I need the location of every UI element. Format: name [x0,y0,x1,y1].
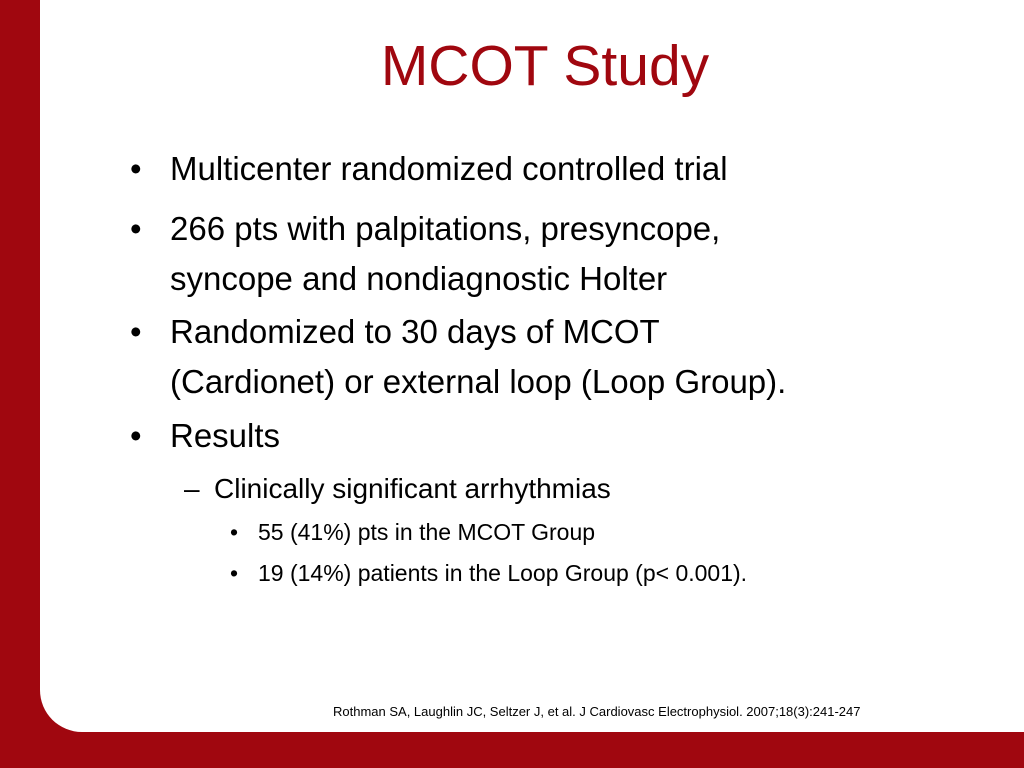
bullet-text-line-2: (Cardionet) or external loop (Loop Group). [170,363,787,400]
sub-bullet-text: Clinically significant arrhythmias [214,473,611,504]
bullet-trial-design [130,144,728,194]
bullet-marker: • [130,417,142,454]
bullet-marker: • [130,150,142,187]
bullet-text-line-2: syncope and nondiagnostic Holter [170,260,668,297]
sub-bullet-arrhythmias [184,469,611,509]
bullet-marker: • [230,560,239,586]
citation: Rothman SA, Laughlin JC, Seltzer J, et al. J Cardiovasc Electrophysiol. 2007;18(3):241-247 [333,704,861,719]
bullet-marker: • [230,519,239,545]
sub-sub-bullet-loop-group [230,556,748,590]
bullet-text: Results [170,417,281,454]
bullet-text-line-1: Randomized to 30 days of MCOT [170,313,660,350]
bullet-text: Multicenter randomized controlled trial [170,150,728,187]
sub-sub-bullet-text: 55 (41%) pts in the MCOT Group [258,519,596,545]
sub-sub-bullet-text: 19 (14%) patients in the Loop Group (p< 0.001). [258,560,748,586]
bullet-randomization [130,307,787,407]
bullet-patients [130,204,721,304]
bullet-results [130,411,281,461]
bullet-marker: • [130,210,142,247]
bullet-marker: • [130,313,142,350]
bullet-text-line-1: 266 pts with palpitations, presyncope, [170,210,721,247]
dash-marker: – [184,473,200,504]
slide-title: MCOT Study [380,34,710,98]
sub-sub-bullet-mcot-group [230,515,596,549]
